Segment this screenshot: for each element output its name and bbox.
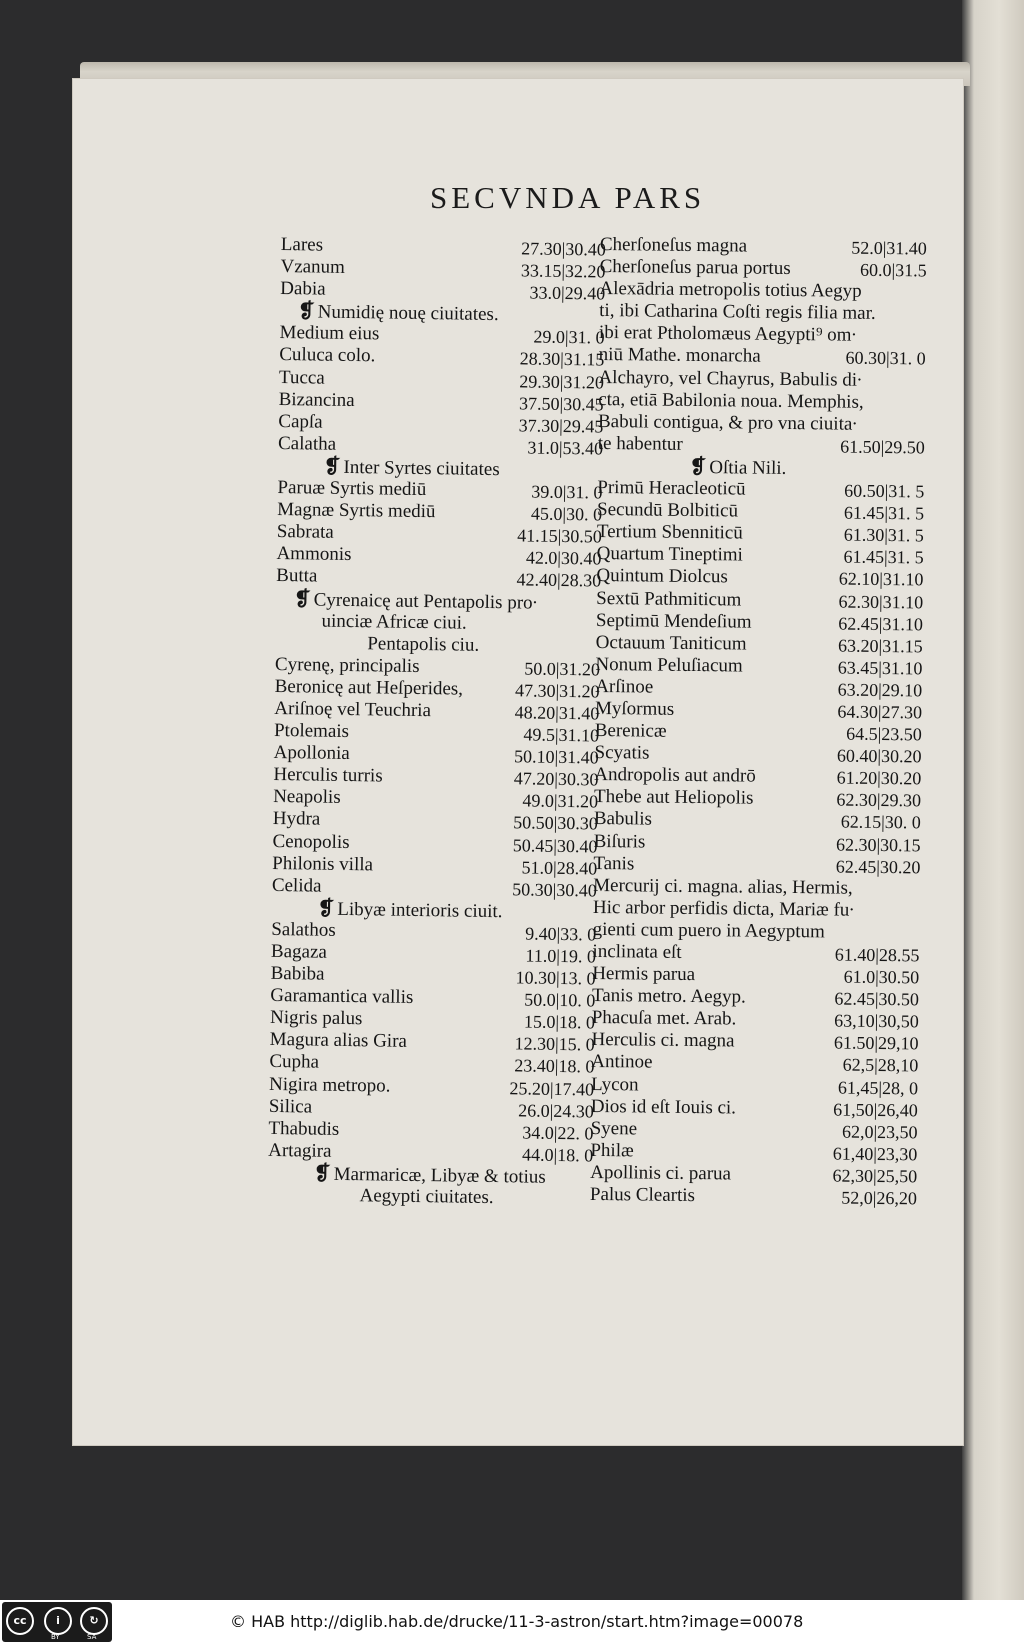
place-name: Garamantica vallis [270,985,414,1009]
place-name: Scyatis [594,742,650,764]
place-name: Ariſnoę vel Teuchria [274,697,432,722]
coordinates: 33.0|29.40 [529,282,606,304]
coordinates: 50.0|31.20 [524,658,601,680]
coordinates: 25.20|17.40 [509,1077,595,1100]
coordinates: 61.0|30.50 [843,966,920,988]
place-name: Arſinoe [595,675,654,698]
place-name: Berenicæ [594,720,667,742]
coordinates: 34.0|22. 0 [522,1122,594,1144]
place-name: Ammonis [276,543,352,566]
place-name: Myſormus [594,697,675,720]
coordinates: 61.30|31. 5 [843,524,924,546]
coordinates: 61,45|28, 0 [837,1077,919,1098]
place-name: te habentur [597,432,683,455]
coordinates: 39.0|31. 0 [531,481,603,503]
place-name: Sextū Pathmiticum [596,587,742,610]
coordinates: 51.0|28.40 [521,857,598,879]
place-name: Secundū Bolbiticū [597,499,739,522]
place-name: Thebe aut Heliopolis [593,786,754,809]
place-name: Octauum Taniticum [595,631,747,655]
coordinates: 62.45|31.10 [838,613,924,634]
place-name: Cenopolis [272,830,350,853]
place-name: Calatha [277,432,337,455]
cc-license-badge[interactable] [2,1602,112,1642]
place-name: Phacuſa met. Arab. [591,1007,737,1030]
attribution-icon: i [44,1607,72,1635]
place-name: Dios id eſt Iouis ci. [590,1095,737,1119]
pilcrow-icon: ❡ [689,455,707,479]
place-name: ibi erat Ptholomæus Aegypti⁹ om∙ [598,322,857,347]
coordinates: 50.10|31.40 [513,746,599,768]
place-name: Cherſoneſus parua portus [599,256,791,280]
place-name: Apollonia [273,742,350,765]
coordinates: 60.50|31. 5 [844,480,925,502]
place-name: Bagaza [270,940,328,963]
heading-text: Marmaricæ, Libyæ & totius [333,1163,546,1188]
place-name: Quartum Tineptimi [596,543,743,566]
heading-text: Pentapolis ciu. [367,632,480,656]
place-name: Salathos [271,918,336,941]
coordinates: 64.5|23.50 [846,723,922,745]
coordinates: 50.45|30.40 [512,834,598,857]
place-name: gienti cum puero in Aegyptum [592,918,826,943]
place-name: Beronicę aut Heſperides, [274,675,464,700]
coordinates: 63.20|29.10 [837,679,923,701]
pilcrow-icon: ❡ [313,1162,331,1185]
section-heading [267,1184,592,1211]
coordinates: 61.50|29.50 [840,436,925,458]
place-name: Magura alias Gira [269,1029,408,1053]
coordinates: 62.15|30. 0 [840,811,921,833]
coordinates: 37.30|29.45 [518,415,604,437]
coordinates: 15.0|18. 0 [523,1011,596,1033]
place-name: Dabia [280,278,326,300]
coordinates: 27.30|30.40 [521,238,606,260]
place-name: inclinata eſt [592,940,682,963]
coordinates: 42.40|28.30 [516,569,602,591]
coordinates: 63,10|30,50 [834,1010,919,1032]
place-name: Cyrenę, principalis [274,653,420,677]
place-name: Sabrata [276,521,334,543]
heading-text: Cyrenaicę aut Pentapolis pro∙ [313,588,538,614]
coordinates: 62.30|31.10 [838,591,924,612]
coordinates: 64.30|27.30 [837,701,923,723]
coordinates: 61.20|30.20 [836,767,922,789]
license-by-label: BY [51,1633,60,1641]
coordinates: 61.50|29,10 [833,1032,919,1054]
place-name: Tanis [593,852,635,875]
coordinates: 62.30|30.15 [835,834,921,855]
place-name: Neapolis [272,786,341,809]
place-name: Hic arbor perfidis dicta, Mariæ fu∙ [592,896,855,921]
place-name: Lycon [590,1073,639,1096]
footer-bar [0,1600,1024,1644]
place-name: ti, ibi Catharina Coſti regis filia mar. [599,300,876,325]
coordinates: 37.50|30.45 [518,392,604,415]
pilcrow-icon: ❡ [293,587,311,610]
coordinates: 50.50|30.30 [513,812,598,834]
place-name: Babulis [593,808,653,831]
place-name: Primū Heracleoticū [597,477,746,500]
place-name: Celida [271,874,322,897]
coordinates: 41.15|30.50 [517,525,602,547]
coordinates: 11.0|19. 0 [525,945,597,967]
heading-text: Numidię nouę ciuitates. [317,301,499,326]
coordinates: 28.30|31.15 [519,348,605,370]
coordinates: 62.45|30.50 [834,988,920,1010]
cc-icon: cc [6,1607,34,1635]
place-name: Thabudis [268,1117,340,1140]
coordinates: 62.30|29.30 [836,789,922,811]
place-name: Silica [268,1095,313,1118]
right-column [590,234,927,1209]
coordinates: 52.0|31.40 [851,237,927,259]
license-sa-label: SA [87,1633,97,1641]
coordinates: 60.30|31. 0 [845,348,926,369]
place-name: Tucca [278,366,325,389]
coordinates: 10.30|13. 0 [515,967,596,989]
heading-text: Libyæ interioris ciuit. [337,898,503,922]
coordinates: 49.0|31.20 [522,790,599,812]
heading-text: Aegypti ciuitates. [359,1185,494,1209]
place-name: Palus Cleartis [589,1183,696,1207]
adjacent-page-edge [962,0,1024,1600]
coordinates: 61.45|31. 5 [843,546,924,568]
coordinates: 62.10|31.10 [838,568,924,590]
place-name: Vzanum [280,256,346,278]
coordinates: 61.45|31. 5 [843,502,925,524]
place-name: Hydra [272,808,321,831]
coordinates: 42.0|30.40 [525,547,602,569]
coordinates: 12.30|15. 0 [514,1033,595,1055]
place-name: Babuli contigua, & pro vna ciuita∙ [597,410,858,435]
place-name: Capſa [278,410,323,433]
place-name: niū Mathe. monarcha [598,344,761,368]
place-name: Cupha [269,1051,320,1074]
place-name: Magnæ Syrtis mediū [277,499,436,523]
heading-text: Oſtia Nili. [709,457,787,479]
coordinates: 45.0|30. 0 [530,503,603,525]
coordinates: 49.5|31.10 [523,724,600,746]
place-name: Bizancina [278,388,355,411]
coordinates: 62,0|23,50 [841,1121,918,1143]
coordinates: 26.0|24.30 [518,1100,594,1122]
table-row [590,1184,917,1210]
place-name: cta, etiā Babilonia noua. Memphis, [598,388,864,413]
place-name: Nigris palus [269,1007,363,1030]
place-name: Lares [280,234,324,256]
place-name: Hermis parua [592,963,696,986]
heading-text: uinciæ Africæ ciui. [321,610,467,634]
share-alike-icon: ↻ [80,1607,108,1635]
place-name: Tertium Sbenniticū [596,521,743,544]
left-column [267,234,606,1211]
place-name: Ptolemais [273,720,350,743]
coordinates: 47.30|31.20 [514,680,600,702]
place-name: Syene [590,1117,638,1140]
place-name: Alchayro, vel Chayrus, Babulis di∙ [598,366,862,391]
coordinates: 50.30|30.40 [512,879,598,901]
pilcrow-icon: ❡ [317,897,335,920]
place-name: Septimū Mendeſium [595,609,752,633]
coordinates: 63.20|31.15 [837,635,923,657]
place-name: Quintum Diolcus [596,565,728,588]
place-name: Philonis villa [272,852,374,875]
place-name: Paruæ Syrtis mediū [277,477,427,501]
coordinates: 48.20|31.40 [514,702,600,724]
place-name: Philæ [590,1139,634,1162]
place-name: Mercurij ci. magna. alias, Hermis, [593,874,853,899]
coordinates: 29.0|31. 0 [533,326,605,348]
coordinates: 31.0|53.40 [527,437,604,459]
coordinates: 60.0|31.5 [859,259,927,281]
coordinates: 9.40|33. 0 [525,923,597,945]
place-name: Tanis metro. Aegyp. [591,985,746,1008]
place-name: Nonum Peluſiacum [595,653,743,677]
pilcrow-icon: ❡ [323,455,341,478]
place-name: Herculis ci. magna [591,1029,735,1052]
place-name: Artagira [268,1139,332,1162]
heading-text: Inter Syrtes ciuitates [343,456,500,481]
coordinates: 61,50|26,40 [833,1099,918,1121]
place-name: Herculis turris [273,764,383,787]
place-name: Apollinis ci. parua [590,1161,732,1185]
place-name: Antinoe [591,1051,653,1074]
coordinates: 23.40|18. 0 [514,1055,595,1077]
coordinates: 29.30|31.20 [519,370,605,393]
place-name: Medium eius [279,322,380,345]
coordinates: 62,30|25,50 [832,1165,918,1187]
coordinates: 60.40|30.20 [836,745,922,767]
place-name: Cherſoneſus magna [599,234,748,257]
place-name: Butta [276,565,318,587]
coordinates: 52,0|26,20 [841,1187,918,1209]
coordinates: 61.40|28.55 [834,944,920,966]
page-title: SECVNDA PARS [430,180,706,215]
coordinates: 44.0|18. 0 [521,1144,594,1166]
credit-link[interactable]: © HAB http://diglib.hab.de/drucke/11-3-astron/start.htm?image=00078 [230,1612,804,1631]
coordinates: 62,5|28,10 [842,1055,919,1076]
coordinates: 33.15|32.20 [520,260,606,282]
place-name: Nigira metropo. [268,1073,391,1097]
coordinates: 61,40|23,30 [832,1143,918,1165]
coordinates: 63.45|31.10 [837,657,923,679]
place-name: Alexādria metropolis totius Aegyp [599,278,862,302]
place-name: Andropolis aut andrō [594,764,756,787]
coordinates: 62.45|30.20 [835,856,921,878]
place-name: Biſuris [593,830,646,853]
pilcrow-icon: ❡ [297,300,315,323]
coordinates: 50.0|10. 0 [524,989,596,1011]
coordinates: 47.20|30.30 [513,768,599,790]
place-name: Culuca colo. [279,344,376,367]
place-name: Babiba [270,963,325,985]
